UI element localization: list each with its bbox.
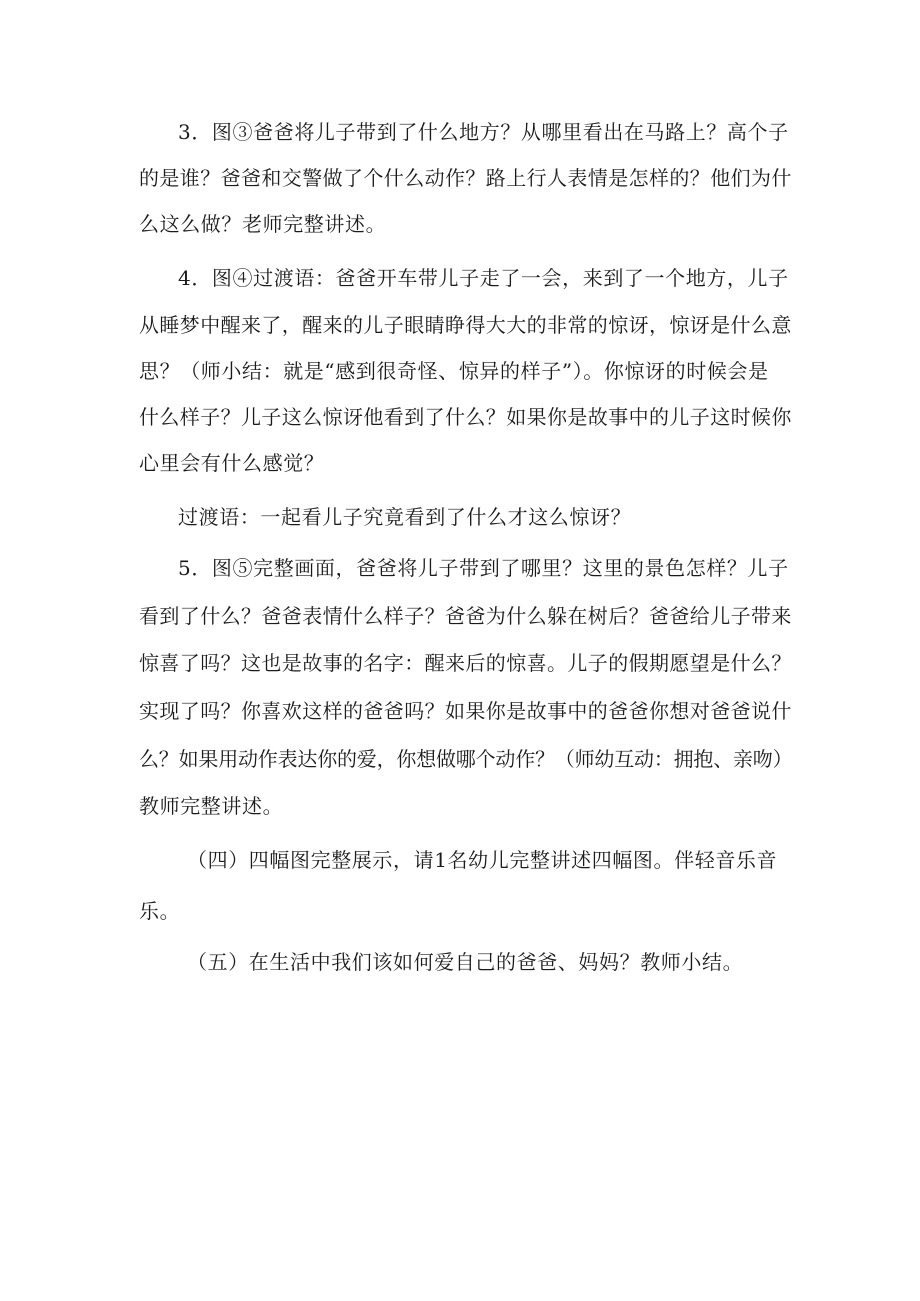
paragraph-2-line-1: 4．图④过渡语：爸爸开车带儿子走了一会，来到了一个地方，儿子: [178, 266, 789, 290]
paragraph-4-line-2: 看到了什么？爸爸表情什么样子？爸爸为什么躲在树后？爸爸给儿子带来: [139, 604, 792, 628]
paragraph-3-line-1: 过渡语：一起看儿子究竟看到了什么才这么惊讶？: [178, 505, 632, 529]
paragraph-4-line-1: 5．图⑤完整画面，爸爸将儿子带到了哪里？这里的景色怎样？儿子: [178, 556, 789, 580]
paragraph-5-line-1: （四）四幅图完整展示，请1名幼儿完整讲述四幅图。伴轻音乐音: [187, 848, 778, 872]
paragraph-1-line-1: 3．图③爸爸将儿子带到了什么地方？从哪里看出在马路上？高个子: [178, 120, 789, 144]
paragraph-6-line-1: （五）在生活中我们该如何爱自己的爸爸、妈妈？教师小结。: [187, 950, 744, 974]
paragraph-4-line-4: 实现了吗？你喜欢这样的爸爸吗？如果你是故事中的爸爸你想对爸爸说什: [139, 699, 792, 723]
paragraph-4-line-6: 教师完整讲述。: [139, 794, 284, 818]
paragraph-4-line-5: 么？如果用动作表达你的爱，你想做哪个动作？（师幼互动：拥抱、亲吻）: [139, 747, 793, 771]
paragraph-1-line-3: 么这么做？老师完整讲述。: [139, 212, 387, 236]
paragraph-2-line-5: 心里会有什么感觉？: [139, 451, 325, 475]
paragraph-1-line-2: 的是谁？爸爸和交警做了个什么动作？路上行人表情是怎样的？他们为什: [139, 166, 792, 190]
paragraph-2-line-4: 什么样子？儿子这么惊讶他看到了什么？如果你是故事中的儿子这时候你: [139, 405, 792, 429]
paragraph-2-line-3: 思？（师小结：就是“感到很奇怪、惊异的样子”）。你惊讶的时候会是: [139, 359, 769, 383]
paragraph-4-line-3: 惊喜了吗？这也是故事的名字：醒来后的惊喜。儿子的假期愿望是什么？: [139, 651, 792, 675]
paragraph-2-line-2: 从睡梦中醒来了，醒来的儿子眼睛睁得大大的非常的惊讶，惊讶是什么意: [139, 313, 792, 337]
paragraph-5-line-2: 乐。: [139, 899, 181, 923]
